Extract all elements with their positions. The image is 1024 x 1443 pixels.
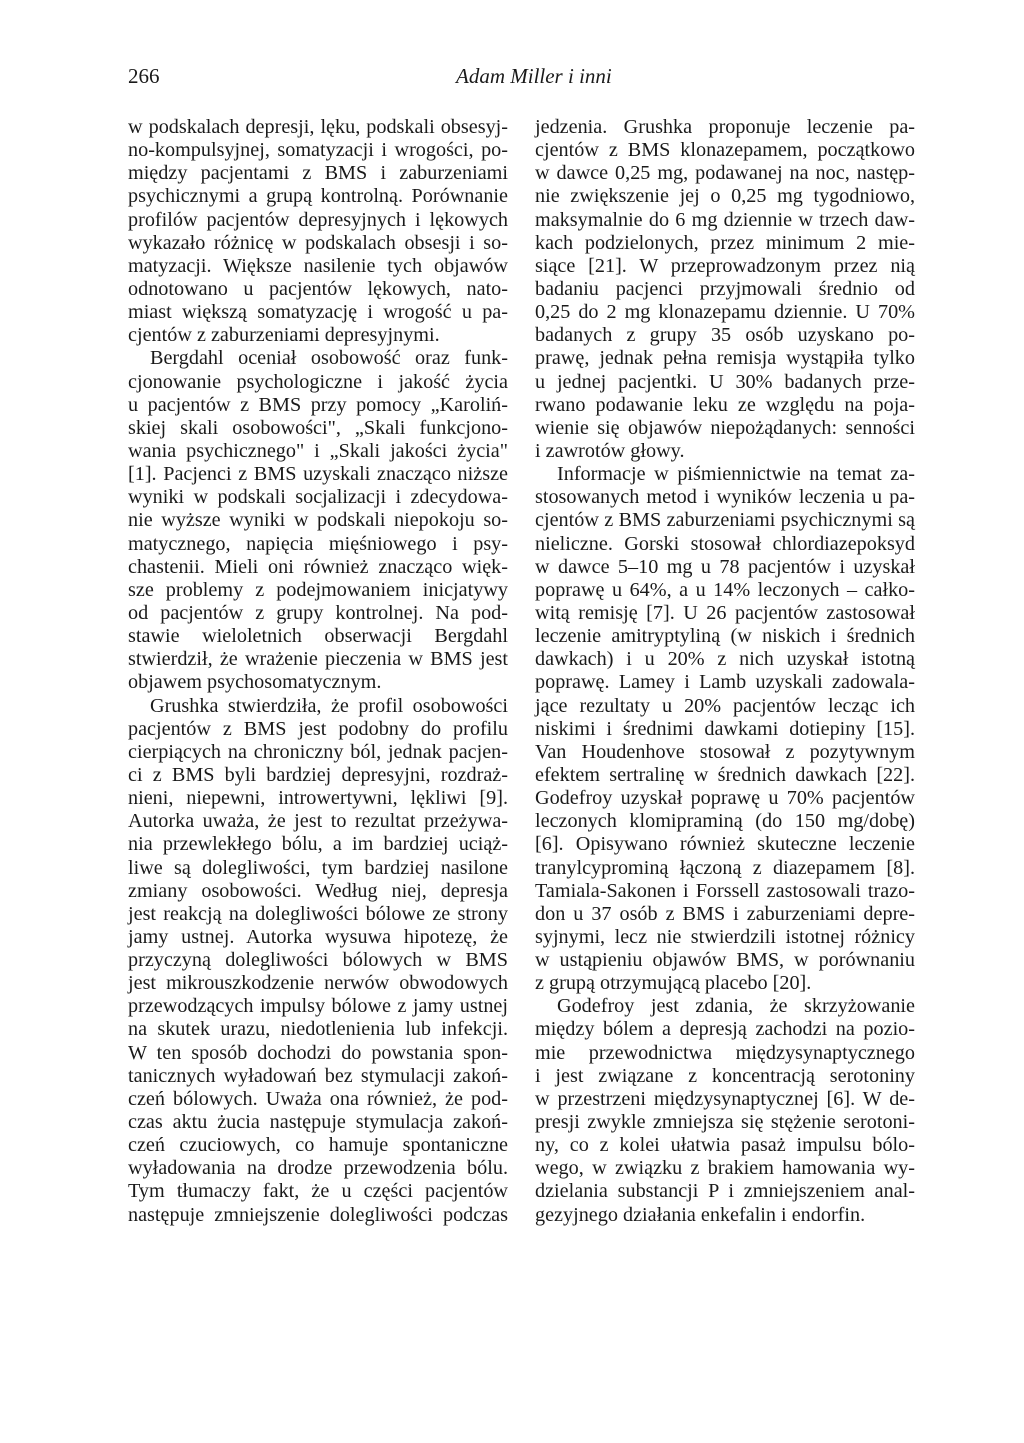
text-line: wyniki w podskali socjalizacji i zdecydowa- bbox=[128, 486, 508, 509]
text-line: dawkach) i u 20% z nich uzyskał istotną bbox=[535, 648, 915, 671]
text-line: czeń czuciowych, co hamuje spontaniczne bbox=[128, 1134, 508, 1157]
text-line: odnotowano u pacjentów lękowych, nato- bbox=[128, 277, 508, 300]
text-line: i zawrotów głowy. bbox=[535, 439, 685, 462]
text-line: Tamiala-Sakonen i Forssell zastosowali trazo- bbox=[535, 879, 915, 902]
text-line: i jest związane z koncentracją serotoniny bbox=[535, 1064, 915, 1087]
text-line: od pacjentów z grupy kontrolnej. Na pod- bbox=[128, 601, 508, 624]
text-line: nie wyższe wyniki w podskali niepokoju so- bbox=[128, 509, 508, 532]
text-line: poprawę. Lamey i Lamb uzyskali zadowala- bbox=[535, 671, 915, 694]
text-line: w dawce 5–10 mg u 78 pacjentów i uzyskał bbox=[535, 555, 915, 578]
text-line: u pacjentów z BMS przy pomocy „Karoliń- bbox=[128, 393, 508, 416]
text-line: wienie się objawów niepożądanych: senności bbox=[535, 416, 915, 439]
text-line: mie przewodnictwa międzysynaptycznego bbox=[535, 1041, 915, 1064]
text-line: Autorka uważa, że jest to rezultat przeżywa- bbox=[128, 810, 508, 833]
text-line: Van Houdenhove stosował z pozytywnym bbox=[535, 740, 915, 763]
page-number: 266 bbox=[128, 64, 160, 88]
text-line: nia przewlekłego bólu, a im bardziej uciąż- bbox=[128, 833, 508, 856]
text-line: przyczyną dolegliwości bólowych w BMS bbox=[128, 949, 508, 972]
text-line: przewodzących impulsy bólowe z jamy ustnej bbox=[128, 995, 508, 1018]
running-head: Adam Miller i inni bbox=[456, 64, 612, 88]
text-line: matyzacji. Większe nasilenie tych objawów bbox=[128, 254, 508, 277]
text-line: ny, co z kolei ułatwia pasaż impulsu bólo- bbox=[535, 1134, 915, 1157]
text-line: liwe są dolegliwości, tym bardziej nasilone bbox=[128, 856, 508, 879]
text-line: cjentów z BMS klonazepamem, początkowo bbox=[535, 139, 915, 162]
text-line: objawem psychosomatycznym. bbox=[128, 671, 382, 694]
text-line: miast większą somatyzację i wrogość u pa- bbox=[128, 301, 508, 324]
text-line: psychicznymi a grupą kontrolną. Porównanie bbox=[128, 185, 508, 208]
text-line: wania psychicznego" i „Skali jakości życia" bbox=[128, 439, 508, 462]
text-line: chastenii. Mieli oni również znacząco więk- bbox=[128, 555, 508, 578]
text-line: w ustąpieniu objawów BMS, w porównaniu bbox=[535, 949, 915, 972]
text-line: stwierdził, że wrażenie pieczenia w BMS jest bbox=[128, 648, 508, 671]
text-line: Bergdahl oceniał osobowość oraz funk- bbox=[150, 347, 508, 370]
text-line: Godefroy uzyskał poprawę u 70% pacjentów bbox=[535, 787, 915, 810]
text-line: rwano podawanie leku ze względu na poja- bbox=[535, 393, 915, 416]
text-line: syjnymi, lecz nie stwierdzili istotnej różnicy bbox=[535, 925, 915, 948]
text-line: jedzenia. Grushka proponuje leczenie pa- bbox=[535, 116, 915, 138]
text-line: w przestrzeni międzysynaptycznej [6]. W de- bbox=[535, 1087, 915, 1110]
text-line: jące rezultaty u 20% pacjentów lecząc ich bbox=[535, 694, 915, 717]
left-column bbox=[128, 116, 508, 1227]
text-line: z grupą otrzymującą placebo [20]. bbox=[535, 972, 812, 995]
text-line: efektem sertralinę w średnich dawkach [22]. bbox=[535, 763, 915, 786]
text-line: wyładowania na drodze przewodzenia bólu. bbox=[128, 1157, 508, 1180]
text-line: czeń bólowych. Uważa ona również, że pod- bbox=[128, 1087, 508, 1110]
text-line: witą remisję [7]. U 26 pacjentów zastosował bbox=[535, 601, 915, 624]
text-line: [6]. Opisywano również skuteczne leczenie bbox=[535, 833, 915, 856]
text-line: czas aktu żucia następuje stymulacja zakoń- bbox=[128, 1111, 508, 1134]
text-line: niskimi i średnimi dawkami dotiepiny [15]. bbox=[535, 717, 915, 740]
text-line: [1]. Pacjenci z BMS uzyskali znacząco niższe bbox=[128, 463, 508, 486]
text-line: leczenie amitryptyliną (w niskich i średnich bbox=[535, 625, 915, 648]
text-line: następuje zmniejszenie dolegliwości podczas bbox=[128, 1203, 508, 1226]
text-line: prawę, jednak pełna remisja wystąpiła tylko bbox=[535, 347, 915, 370]
text-line: Informacje w piśmiennictwie na temat za- bbox=[557, 463, 915, 486]
text-line: gezyjnego działania enkefalin i endorfin. bbox=[535, 1203, 866, 1226]
text-line: jest mikrouszkodzenie nerwów obwodowych bbox=[128, 972, 508, 995]
text-line: poprawę u 64%, a u 14% leczonych – całko- bbox=[535, 578, 915, 601]
text-line: matycznego, napięcia mięśniowego i psy- bbox=[128, 532, 508, 555]
text-line: Godefroy jest zdania, że skrzyżowanie bbox=[557, 995, 915, 1018]
text-line: cjentów z BMS zaburzeniami psychicznymi są bbox=[535, 509, 915, 532]
text-line: badanych z grupy 35 osób uzyskano po- bbox=[535, 324, 915, 347]
text-line: cierpiących na chroniczny ból, jednak pacjen- bbox=[128, 740, 508, 763]
text-line: nie zwiększenie jej o 0,25 mg tygodniowo, bbox=[535, 185, 915, 208]
right-column bbox=[535, 116, 915, 1227]
text-line: nieliczne. Gorski stosował chlordiazepoksyd bbox=[535, 532, 915, 555]
text-line: między pacjentami z BMS i zaburzeniami bbox=[128, 162, 508, 185]
text-line: w dawce 0,25 mg, podawanej na noc, następ- bbox=[535, 162, 915, 185]
text-line: badaniu pacjenci przyjmowali średnio od bbox=[535, 277, 915, 300]
text-line: sze problemy z podejmowaniem inicjatywy bbox=[128, 578, 508, 601]
text-line: stawie wieloletnich obserwacji Bergdahl bbox=[128, 625, 508, 648]
text-line: pacjentów z BMS jest podobny do profilu bbox=[128, 717, 508, 740]
text-line: stosowanych metod i wyników leczenia u pa- bbox=[535, 486, 915, 509]
text-line: nieni, niepewni, introwertywni, lękliwi [9]. bbox=[128, 787, 508, 810]
text-line: kach podzielonych, przez minimum 2 mie- bbox=[535, 231, 915, 254]
text-line: W ten sposób dochodzi do powstania spon- bbox=[128, 1041, 508, 1064]
text-line: presji zwykle zmniejsza się stężenie serotoni- bbox=[535, 1111, 915, 1134]
text-line: dzielania substancji P i zmniejszeniem anal- bbox=[535, 1180, 915, 1203]
text-line: 0,25 do 2 mg klonazepamu dziennie. U 70% bbox=[535, 301, 915, 324]
text-line: cjonowanie psychologiczne i jakość życia bbox=[128, 370, 508, 393]
text-line: ci z BMS byli bardziej depresyjni, rozdraż- bbox=[128, 763, 508, 786]
text-line: jest reakcją na dolegliwości bólowe ze strony bbox=[128, 902, 508, 925]
text-line: don u 37 osób z BMS i zaburzeniami depre- bbox=[535, 902, 915, 925]
text-line: profilów pacjentów depresyjnych i lękowych bbox=[128, 208, 508, 231]
text-line: zmiany osobowości. Według niej, depresja bbox=[128, 879, 508, 902]
text-line: Tym tłumaczy fakt, że u części pacjentów bbox=[128, 1180, 508, 1203]
text-line: na skutek urazu, niedotlenienia lub infekcji. bbox=[128, 1018, 508, 1041]
text-line: leczonych klomipraminą (do 150 mg/dobę) bbox=[535, 810, 915, 833]
text-line: tanicznych wyładowań bez stymulacji zakoń- bbox=[128, 1064, 508, 1087]
text-line: wego, w związku z brakiem hamowania wy- bbox=[535, 1157, 915, 1180]
text-line: cjentów z zaburzeniami depresyjnymi. bbox=[128, 324, 440, 347]
text-line: no-kompulsyjnej, somatyzacji i wrogości, po- bbox=[128, 139, 508, 162]
text-line: Grushka stwierdziła, że profil osobowości bbox=[150, 694, 508, 717]
text-line: jamy ustnej. Autorka wysuwa hipotezę, że bbox=[128, 925, 508, 948]
text-line: u jednej pacjentki. U 30% badanych prze- bbox=[535, 370, 915, 393]
text-line: tranylcyprominą łączoną z diazepamem [8]. bbox=[535, 856, 915, 879]
text-line: między bólem a depresją zachodzi na pozio- bbox=[535, 1018, 915, 1041]
text-line: w podskalach depresji, lęku, podskali obsesyj- bbox=[128, 116, 508, 138]
text-line: wykazało różnicę w podskalach obsesji i so- bbox=[128, 231, 508, 254]
text-line: siące [21]. W przeprowadzonym przez nią bbox=[535, 254, 915, 277]
text-line: maksymalnie do 6 mg dziennie w trzech daw- bbox=[535, 208, 915, 231]
text-line: skiej skali osobowości", „Skali funkcjono- bbox=[128, 416, 508, 439]
